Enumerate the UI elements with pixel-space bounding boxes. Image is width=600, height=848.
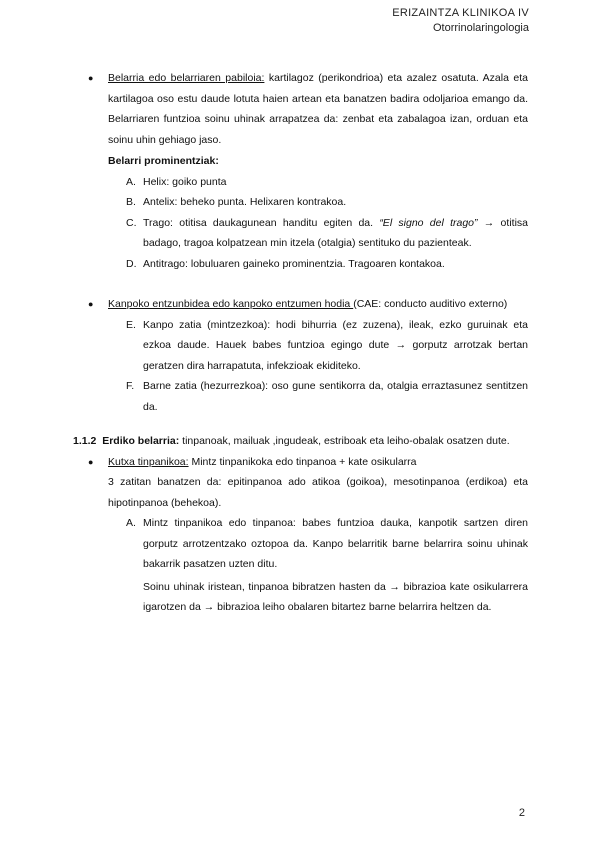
list-label: A. [126, 175, 136, 188]
auricle-term: Belarria edo belarriaren pabiloia: [108, 72, 265, 84]
bullet-icon: ● [88, 299, 94, 309]
list-item [126, 376, 528, 417]
list-label: F. [126, 380, 135, 392]
list-item [126, 213, 528, 254]
page-header [392, 6, 529, 36]
tympanic-line [108, 452, 528, 473]
list-text: → otitisa badago, tragoa kolpatzean min itzela (otalgia) sentituko du pazienteak. [143, 216, 528, 249]
tympanic-list [108, 513, 528, 618]
middle-ear-paragraph [73, 431, 528, 452]
section-number: 1.1.2 [73, 435, 97, 447]
bullet-tympanic [73, 452, 528, 618]
list-label: D. [126, 257, 137, 270]
header-subtitle: Otorrinolaringologia [433, 22, 529, 34]
tympanic-text: Mintz tinpanikoka edo tinpanoa + kate osikularra [188, 455, 417, 468]
header-title: ERIZAINTZA KLINIKOA IV [392, 7, 529, 19]
tympanic-parts-paragraph: 3 zatitan banatzen da: epitinpanoa ado atikoa (goikoa), mesotinpanoa (erdikoa) eta hipotinpanoa (behekoa). [108, 476, 528, 509]
trago-sign-quote: “El signo del trago” [379, 216, 478, 229]
canal-list [108, 315, 528, 418]
tympanic-term: Kutxa tinpanikoa: [108, 455, 189, 468]
prominences-heading: Belarri prominentziak: [108, 155, 219, 167]
list-item [126, 254, 528, 275]
list-text: Helix: goiko punta [143, 175, 227, 188]
page-content [73, 68, 528, 618]
bullet-icon: ● [88, 73, 94, 83]
list-text: Trago: otitisa daukagunean handitu egiten da. [143, 216, 380, 229]
list-text: Antitrago: lobuluaren gaineko prominentzia. Tragoaren kontakoa. [143, 257, 445, 270]
section-text: tinpanoak, mailuak ,ingudeak, estriboak eta leiho-obalak osatzen dute. [179, 435, 510, 447]
list-item [126, 513, 528, 618]
auricle-text: kartilagoz (perikondrioa) eta azalez osatuta. Azala eta kartilagoa oso estu daude lotuta haien artean eta banatzen badira odoljarioa emango da. Belarriaren funtzioa soinu uhinak arrapatzea da: zenbat eta zabalagoa izan, orduan eta soinu uhin gehiago jaso. [108, 72, 528, 146]
auricle-paragraph [108, 68, 528, 150]
bullet-canal [73, 294, 528, 417]
list-text: Mintz tinpanikoa edo tinpanoa: babes funtzioa dauka, kanpotik sartzen diren gorputz arrotzentzako oztopoa da. Kanpo belarritik barne belarrira soinu uhinak bakarrik pasatzen uzten ditu. [143, 517, 528, 570]
list-text: Antelix: beheko punta. Helixaren kontrakoa. [143, 196, 347, 208]
list-label: A. [126, 517, 136, 529]
list-label: B. [126, 196, 136, 208]
bullet-auricle [73, 68, 528, 274]
page-number: 2 [518, 807, 525, 819]
list-text: Barne zatia (hezurrezkoa): oso gune sentikorra da, otalgia erraztasunez sentitzen da. [143, 380, 528, 413]
list-label: E. [126, 318, 136, 331]
prominences-list [108, 172, 528, 275]
canal-text: (CAE: conducto auditivo externo) [353, 298, 508, 310]
list-item [126, 315, 528, 377]
list-text-continued: Soinu uhinak iristean, tinpanoa bibratzen hasten da → bibrazioa kate osikularrera igarotzen da → bibrazioa leiho obalaren bitartez barne belarrira heltzen da. [143, 580, 528, 613]
canal-term: Kanpoko entzunbidea edo kanpoko entzumen hodia [108, 298, 354, 310]
section-title: Erdiko belarria: [102, 435, 180, 447]
bullet-icon: ● [88, 456, 94, 467]
canal-paragraph [108, 294, 528, 315]
list-item [126, 172, 528, 193]
list-item [126, 192, 528, 213]
list-text: Kanpo zatia (mintzezkoa): hodi bihurria (ez zuzena), ileak, ezko guruinak eta ezkoa daude. Hauek babes funtzioa egingo dute → gorputz arrotzak bertan geratzen dira harrapatuta, infekzioak ekiditeko. [143, 318, 528, 372]
list-label: C. [126, 216, 137, 229]
